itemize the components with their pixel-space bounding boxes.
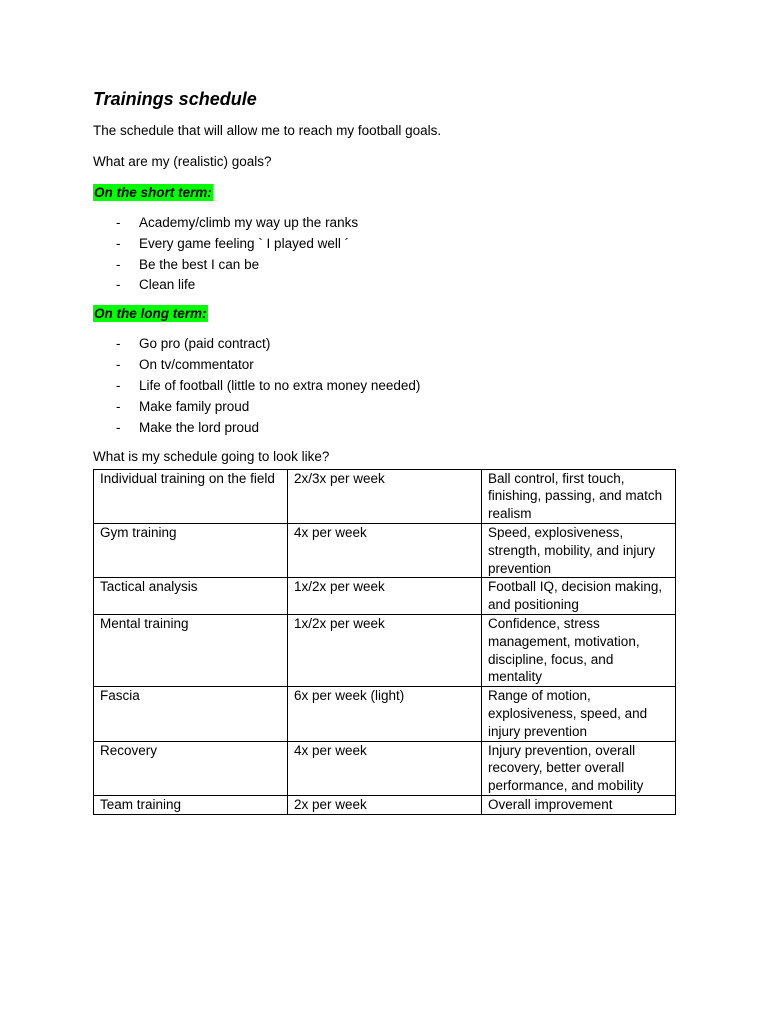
list-item-text: Make the lord proud [139,419,260,435]
list-item-text: On tv/commentator [139,357,254,373]
table-cell-frequency: 4x per week [288,523,482,577]
long-term-list [93,335,675,435]
list-item [93,276,675,293]
schedule-table [93,469,676,815]
table-cell-activity: Team training [94,795,288,814]
list-item [93,256,675,273]
table-row [94,687,676,741]
schedule-question: What is my schedule going to look like? [93,448,330,464]
list-item [93,356,675,373]
table-row [94,795,676,814]
table-cell-focus: Ball control, first touch, finishing, passing, and match realism [482,469,676,523]
list-item-text: Academy/climb my way up the ranks [139,215,359,230]
table-cell-focus: Overall improvement [482,795,676,814]
dash-bullet: - [116,215,121,230]
table-cell-focus: Speed, explosiveness, strength, mobility, and injury prevention [482,523,676,577]
table-row [94,469,676,523]
table-row [94,614,676,686]
list-item [93,235,675,252]
list-item [93,335,675,352]
document-title: Trainings schedule [93,89,257,109]
long-term-heading: On the long term: [94,306,207,322]
dash-bullet: - [116,277,121,293]
table-cell-activity: Fascia [94,687,288,741]
list-item-text: Every game feeling ` I played well ´ [139,235,350,251]
list-item-text: Clean life [139,277,196,293]
goals-question: What are my (realistic) goals? [93,154,272,169]
short-term-heading: On the short term: [94,185,212,200]
table-cell-activity: Individual training on the field [94,469,288,523]
table-row [94,578,676,615]
intro-paragraph: The schedule that will allow me to reach my football goals. [93,123,442,138]
list-item [93,398,675,415]
list-item [93,377,675,394]
dash-bullet: - [116,336,121,352]
dash-bullet: - [116,398,121,414]
table-cell-frequency: 1x/2x per week [288,614,482,686]
long-term-heading-wrap [93,305,675,323]
dash-bullet: - [116,377,121,393]
table-cell-focus: Football IQ, decision making, and positioning [482,578,676,615]
table-cell-activity: Gym training [94,523,288,577]
table-cell-frequency: 2x per week [288,795,482,814]
short-term-heading-wrap [93,184,675,202]
table-cell-focus: Confidence, stress management, motivation, discipline, focus, and mentality [482,614,676,686]
short-term-list [93,214,675,293]
dash-bullet: - [116,256,121,272]
list-item-text: Life of football (little to no extra money needed) [139,377,421,393]
table-row [94,741,676,795]
table-row [94,523,676,577]
list-item [93,214,675,231]
table-cell-frequency: 6x per week (light) [288,687,482,741]
list-item-text: Make family proud [139,398,250,414]
table-cell-frequency: 4x per week [288,741,482,795]
table-cell-frequency: 2x/3x per week [288,469,482,523]
dash-bullet: - [116,357,121,373]
table-cell-focus: Injury prevention, overall recovery, better overall performance, and mobility [482,741,676,795]
table-cell-activity: Recovery [94,741,288,795]
list-item-text: Be the best I can be [139,256,260,272]
table-cell-frequency: 1x/2x per week [288,578,482,615]
list-item [93,419,675,436]
dash-bullet: - [116,235,121,251]
document-page [93,88,675,815]
list-item-text: Go pro (paid contract) [139,336,271,352]
table-cell-focus: Range of motion, explosiveness, speed, and injury prevention [482,687,676,741]
table-cell-activity: Tactical analysis [94,578,288,615]
table-cell-activity: Mental training [94,614,288,686]
dash-bullet: - [116,419,121,435]
